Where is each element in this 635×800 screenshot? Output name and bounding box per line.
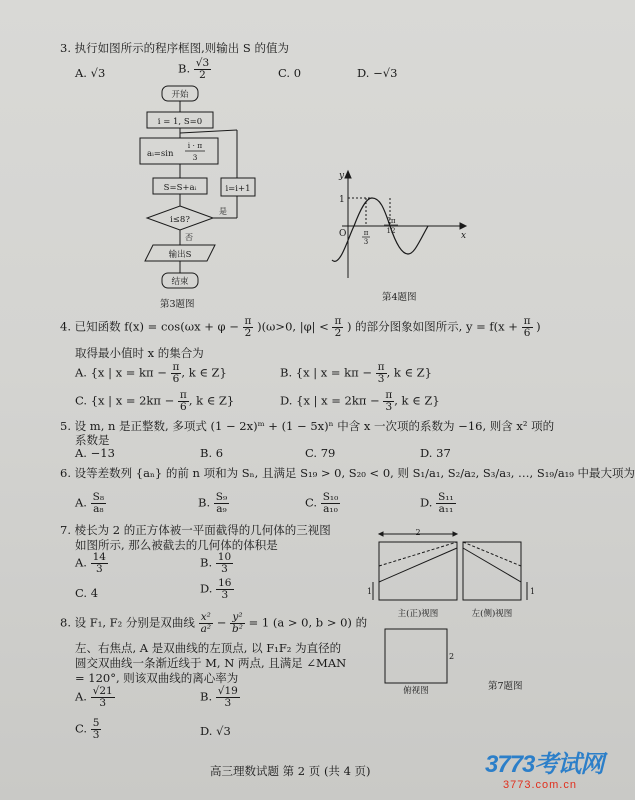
q5-stem-line2: 系数是 (75, 433, 110, 447)
q4-x-tick1-num: π (363, 229, 369, 237)
q7-dim-left: 1 (367, 587, 373, 596)
q8-stem-line2: 左、右焦点, A 是双曲线的左顶点, 以 F₁F₂ 为直径的 (75, 641, 342, 655)
q6-option-b: B. $\frac{\text{S₉}}{\text{a₉}}$ (198, 491, 228, 516)
q7-stem-line2: 如图所示, 那么被截去的几何体的体积是 (75, 538, 278, 552)
q7-option-c: C. 4 (75, 586, 99, 600)
flow-assign-den: 3 (192, 153, 198, 162)
q4-y-label: y (339, 171, 345, 181)
flow-start-label: 开始 (171, 90, 189, 100)
q4-option-c: C. {x | x = 2kπ − $\frac{\pi}{6}$ , k ∈ Z} (75, 389, 235, 414)
q7-top-view (375, 625, 465, 695)
q3-option-b: B. $\frac{√3}{2}$ (178, 57, 210, 82)
q4-option-d: D. {x | x = 2kπ − $\frac{\pi}{3}$ , k ∈ Z} (280, 389, 440, 414)
q8-option-a: A. $\frac{√21}{3}$ (75, 685, 113, 710)
q8-stem: 8. 设 F₁, F₂ 分别是双曲线 $\frac{\text{x²}}{\text{a²}}$ − $\frac{\text{y²}}{\text{b²}}$ = 1 (a > 0, b > 0) 的 (60, 611, 368, 636)
q4-x-tick2-den: 12 (386, 227, 396, 235)
q6-option-c: C. $\frac{\text{S₁₀}}{\text{a₁₀}}$ (305, 491, 339, 516)
q4-stem: 4. 已知函数 f(x) = cos(ωx + φ − $\frac{\pi}{2}$ )(ω>0, |φ| < $\frac{\pi}{2}$ ) 的部分图象如图所示, y = f(x + $\frac{\pi}{6}$ ) (60, 315, 541, 340)
q5-option-b: B. 6 (200, 446, 224, 460)
q6-option-a: A. $\frac{\text{S₈}}{\text{a₈}}$ (75, 491, 105, 516)
flow-accumulate-label: S=S+aᵢ (163, 183, 197, 193)
q7-option-a: A. $\frac{14}{3}$ (75, 551, 106, 576)
q8-option-b: B. $\frac{√19}{3}$ (200, 685, 238, 710)
q6-option-d: D. $\frac{\text{S₁₁}}{\text{a₁₁}}$ (420, 491, 454, 516)
q3-flowchart (125, 82, 265, 297)
q7-top-dim: 2 (449, 652, 455, 661)
q4-y-tick: 1 (339, 195, 345, 205)
q7-dim-right: 1 (530, 587, 536, 596)
q8-option-d: D. √3 (200, 724, 231, 738)
flow-end-label: 结束 (171, 277, 189, 287)
flow-condition-label: i≤8? (170, 215, 190, 225)
q8-stem-line4: = 120°, 则该双曲线的离心率为 (75, 671, 239, 685)
q4-x-label: x (461, 231, 467, 241)
q7-three-views (365, 526, 540, 626)
q4-caption: 第4题图 (382, 292, 417, 303)
q4-option-a: A. {x | x = kπ − $\frac{\pi}{6}$ , k ∈ Z} (75, 361, 227, 386)
flow-yes-label: 是 (219, 207, 227, 216)
q7-top-label: 俯视图 (403, 686, 429, 696)
q8-stem-line3: 圆交双曲线一条渐近线于 M, N 两点, 且满足 ∠MAN (75, 656, 347, 670)
q6-stem: 6. 设等差数列 {aₙ} 的前 n 项和为 Sₙ, 且满足 S₁₉ > 0, S₂₀ < 0, 则 S₁/a₁, S₂/a₂, S₃/a₃, …, S₁₉/a₁₉ 中最大项为 (60, 466, 635, 480)
q7-dim-top: 2 (415, 528, 421, 537)
q7-side-label: 左(侧)视图 (471, 609, 513, 619)
q5-option-a: A. −13 (75, 446, 115, 460)
q4-origin-label: O (339, 229, 347, 239)
q5-stem: 5. 设 m, n 是正整数, 多项式 (1 − 2x)ᵐ + (1 − 5x)ⁿ 中含 x 一次项的系数为 −16, 则含 x² 项的 (60, 419, 555, 433)
q4-stem-line2: 取得最小值时 x 的集合为 (75, 346, 204, 360)
flow-init-label: i = 1, S=0 (157, 117, 203, 127)
q4-x-tick2-num: 7π (386, 217, 396, 225)
q4-option-b: B. {x | x = kπ − $\frac{\pi}{3}$ , k ∈ Z} (280, 361, 432, 386)
q3-option-c: C. 0 (278, 66, 302, 80)
q3-option-a: A. √3 (75, 66, 106, 80)
q4-graph (318, 168, 468, 288)
q3-caption: 第3题图 (160, 299, 195, 310)
q6-sequence: S₁/a₁, S₂/a₂, S₃/a₃, …, S₁₉/a₁₉ (412, 466, 574, 480)
q5-option-d: D. 37 (420, 446, 451, 460)
watermark-logo: 3773考试网 3773.com.cn (485, 751, 604, 791)
flow-increment-label: i=i+1 (225, 184, 251, 194)
flow-output-label: 输出S (168, 250, 192, 260)
q7-option-d: D. $\frac{16}{3}$ (200, 577, 232, 602)
flow-assign-label: aᵢ=sin (147, 149, 174, 159)
q8-option-c: C. $\frac{5}{3}$ (75, 717, 100, 742)
q7-front-label: 主(正)视图 (397, 609, 439, 619)
q7-option-b: B. $\frac{10}{3}$ (200, 551, 232, 576)
flow-no-label: 否 (185, 233, 193, 242)
flow-assign-num: i · π (187, 141, 203, 150)
q7-caption: 第7题图 (488, 681, 523, 692)
q3-option-d: D. −√3 (357, 66, 398, 80)
q5-option-c: C. 79 (305, 446, 336, 460)
q4-x-tick1-den: 3 (363, 238, 369, 246)
q3-stem: 3. 执行如图所示的程序框图,则输出 S 的值为 (60, 41, 289, 55)
page-footer: 高三理数试题 第 2 页 (共 4 页) (210, 764, 371, 778)
q7-stem: 7. 棱长为 2 的正方体被一平面截得的几何体的三视图 (60, 523, 331, 537)
